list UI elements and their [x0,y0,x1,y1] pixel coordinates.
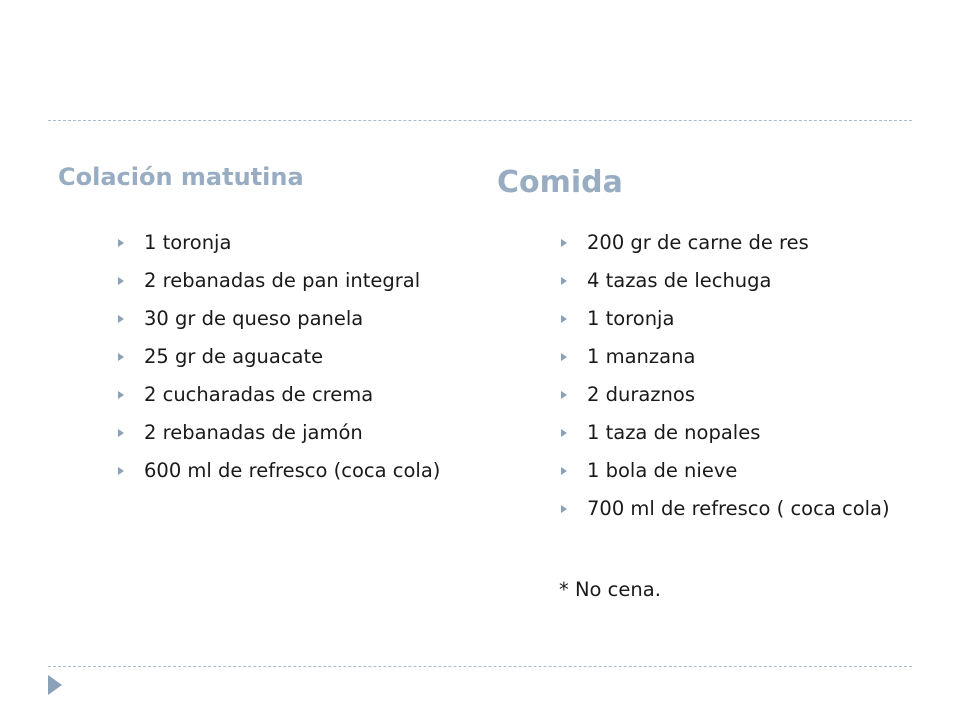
triangle-bullet-icon [561,239,567,247]
list-item [117,230,447,256]
list-item [560,306,890,332]
triangle-bullet-icon [561,391,567,399]
list-item [560,382,890,408]
triangle-bullet-icon [561,505,567,513]
triangle-bullet-icon [118,353,124,361]
list-item-text: 1 toronja [144,231,232,254]
list-item [560,230,890,256]
list-item-text: 1 taza de nopales [587,421,761,444]
list-item [117,268,447,294]
top-divider [48,120,912,121]
triangle-bullet-icon [118,315,124,323]
list-item [117,344,447,370]
triangle-bullet-icon [561,277,567,285]
list-item-text: 1 bola de nieve [587,459,738,482]
list-item-text: 1 toronja [587,307,675,330]
list-item-text: 1 manzana [587,345,696,368]
list-item-text: 30 gr de queso panela [144,307,364,330]
right-column-title: Comida [497,165,623,200]
list-item [560,344,890,370]
list-item-text: 2 rebanadas de jamón [144,421,363,444]
triangle-bullet-icon [561,429,567,437]
triangle-bullet-icon [118,239,124,247]
list-item [560,268,890,294]
list-item-text: 2 duraznos [587,383,695,406]
no-dinner-note: * No cena. [559,578,661,601]
list-item-text: 600 ml de refresco (coca cola) [144,459,441,482]
triangle-bullet-icon [561,315,567,323]
list-item [560,458,890,484]
triangle-bullet-icon [118,391,124,399]
list-item [117,458,447,484]
list-item-text: 200 gr de carne de res [587,231,809,254]
right-column-list [560,230,890,534]
next-slide-arrow-icon[interactable] [48,675,62,695]
list-item [560,496,890,522]
left-column-list [117,230,447,496]
left-column-title: Colación matutina [58,163,304,191]
list-item [117,420,447,446]
triangle-bullet-icon [118,429,124,437]
triangle-bullet-icon [118,277,124,285]
triangle-bullet-icon [561,467,567,475]
triangle-bullet-icon [118,467,124,475]
list-item-text: 4 tazas de lechuga [587,269,772,292]
triangle-bullet-icon [561,353,567,361]
list-item-text: 2 rebanadas de pan integral [144,269,421,292]
list-item [560,420,890,446]
list-item-text: 25 gr de aguacate [144,345,324,368]
list-item-text: 700 ml de refresco ( coca cola) [587,497,890,520]
list-item [117,306,447,332]
list-item-text: 2 cucharadas de crema [144,383,374,406]
list-item [117,382,447,408]
bottom-divider [48,666,912,667]
